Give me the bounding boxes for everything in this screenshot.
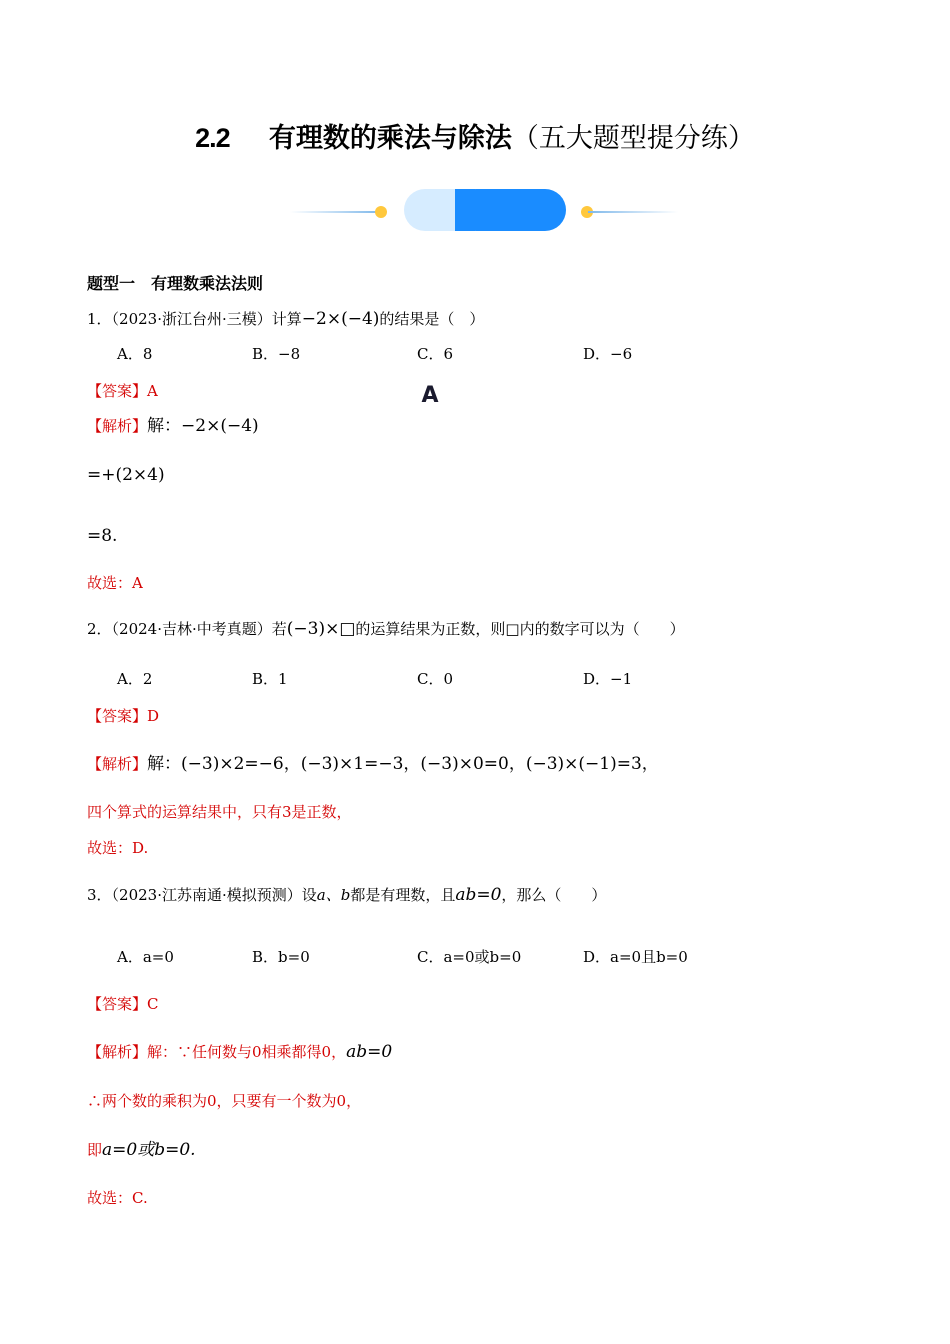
q3-stem-suffix: ，那么（ ） [501, 886, 607, 904]
question-2-stem [87, 618, 685, 640]
q2-answer-label: 【答案】 [87, 707, 148, 725]
q2-analysis-line-1: 解：(−3)×2=−6，(−3)×1=−3，(−3)×0=0，(−3)×(−1)=3， [147, 754, 659, 774]
q3-stem-vars: a、b [316, 886, 351, 904]
q3-line3-expr: a=0或b=0. [102, 1140, 196, 1160]
q1-analysis-line-3: =8. [87, 526, 118, 546]
q3-analysis-line-1: 解：∵任何数与0相乘都得0， [147, 1043, 347, 1061]
q2-option-a: A．2 [117, 670, 153, 688]
q2-analysis [87, 753, 659, 775]
q2-conclusion: 故选：D. [87, 839, 149, 857]
q3-stem-mid: 都是有理数，且 [350, 886, 456, 904]
q2-stem-suffix: 的运算结果为正数，则□内的数字可以为（ ） [355, 620, 685, 638]
question-3-stem [87, 884, 606, 906]
q1-stem-suffix: 的结果是（ ） [379, 310, 485, 328]
q2-option-c: C．0 [417, 670, 454, 688]
q2-answer [87, 705, 159, 727]
q1-option-d: D．−6 [583, 345, 633, 363]
q3-answer [87, 993, 159, 1015]
section-title: 题型一 有理数乘法法则 [87, 274, 264, 293]
banner-line-right [588, 211, 678, 213]
q2-stem-expr: (−3)×□ [286, 619, 356, 639]
q3-option-b: B．b=0 [252, 948, 310, 966]
banner-letter: A [421, 383, 439, 408]
banner-label: 夯基础 [478, 384, 542, 408]
q3-analysis-expr: ab=0 [346, 1042, 393, 1062]
q3-conclusion: 故选：C. [87, 1189, 148, 1207]
q1-analysis-line-2: =+(2×4) [87, 465, 165, 485]
q1-stem-expr: −2×(−4) [301, 309, 380, 329]
q3-analysis-label: 【解析】 [87, 1043, 148, 1061]
q2-option-b: B．1 [252, 670, 288, 688]
q3-analysis-line-2: ∴两个数的乘积为0，只要有一个数为0， [87, 1092, 362, 1110]
q3-option-d: D．a=0且b=0 [583, 948, 688, 966]
q1-answer [87, 380, 158, 402]
banner-line-left [290, 211, 380, 213]
q2-option-d: D．−1 [583, 670, 633, 688]
q1-answer-value: A [147, 382, 158, 400]
q3-stem-prefix: 3．（2023·江苏南通·模拟预测）设 [87, 886, 317, 904]
q1-stem-prefix: 1．（2023·浙江台州·三模）计算 [87, 310, 302, 328]
page-title [0, 118, 950, 159]
q3-analysis [87, 1041, 392, 1063]
q1-answer-label: 【答案】 [87, 382, 148, 400]
title-number: 2.2 [195, 123, 230, 153]
q1-analysis [87, 415, 259, 437]
q2-answer-value: D [147, 707, 160, 725]
banner-graphic [0, 186, 950, 234]
question-1-stem [87, 308, 484, 330]
q3-stem-expr: ab=0 [455, 885, 502, 905]
q1-conclusion: 故选：A [87, 574, 143, 592]
q2-analysis-line-2: 四个算式的运算结果中，只有3是正数， [87, 803, 352, 821]
q1-analysis-label: 【解析】 [87, 417, 148, 435]
q3-answer-label: 【答案】 [87, 995, 148, 1013]
title-sub: （五大题型提分练） [511, 123, 755, 154]
q2-analysis-label: 【解析】 [87, 755, 148, 773]
q1-option-a: A．8 [117, 345, 153, 363]
q3-option-c: C．a=0或b=0 [417, 948, 522, 966]
banner-dot-left [375, 206, 387, 218]
q1-option-b: B．−8 [252, 345, 301, 363]
q1-option-c: C．6 [417, 345, 454, 363]
q3-analysis-line-3 [87, 1139, 196, 1161]
q1-analysis-line-1: 解：−2×(−4) [147, 416, 259, 436]
q2-stem-prefix: 2．（2024·吉林·中考真题）若 [87, 620, 287, 638]
q3-option-a: A．a=0 [117, 948, 174, 966]
q3-line3-prefix: 即 [87, 1141, 103, 1159]
title-main: 有理数的乘法与除法 [268, 123, 512, 154]
q3-answer-value: C [147, 995, 159, 1013]
